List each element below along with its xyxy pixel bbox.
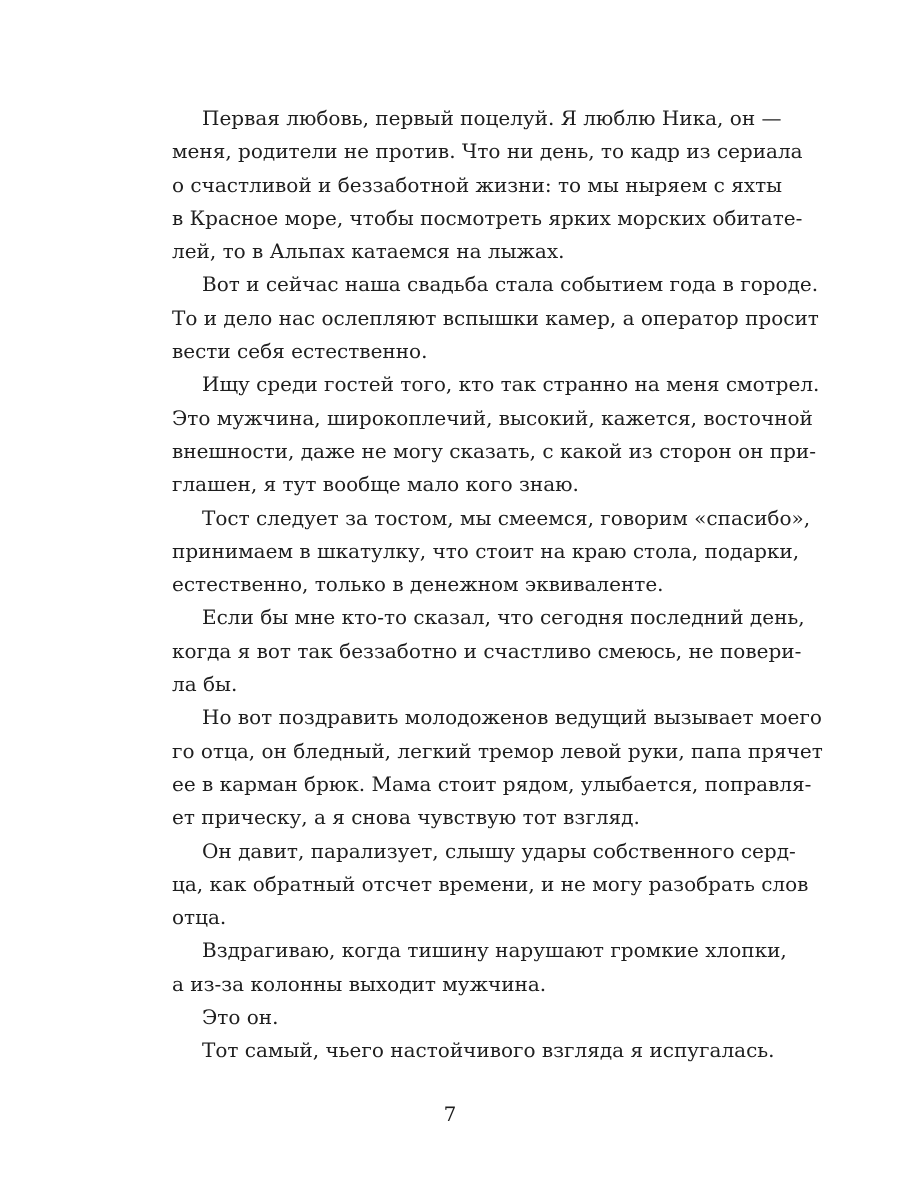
paragraph — [142, 835, 809, 935]
text-line: принимаем в шкатулку, что стоит на краю стола, подарки, — [172, 538, 800, 563]
text-line: естественно, только в денежном эквиваленте. — [172, 572, 664, 597]
text-line: Вот и сейчас наша свадьба стала событием года в городе. — [202, 272, 819, 297]
text-line: ца, как обратный отсчет времени, и не могу разобрать слов — [172, 871, 809, 896]
text-line: отца. — [172, 905, 227, 930]
text-line: Если бы мне кто-то сказал, что сегодня последний день, — [202, 605, 805, 630]
paragraph — [142, 268, 819, 368]
text-line: внешности, даже не могу сказать, с какой из сторон он при- — [172, 438, 816, 463]
text-line: То и дело нас ослепляют вспышки камер, а оператор просит — [172, 305, 819, 330]
text-line: о счастливой и беззаботной жизни: то мы ныряем с яхты — [172, 172, 783, 197]
paragraph — [142, 1034, 775, 1067]
text-line: Ищу среди гостей того, кто так странно на меня смотрел. — [202, 372, 820, 397]
text-line: Первая любовь, первый поцелуй. Я люблю Ника, он — — [202, 106, 782, 130]
text-line: глашен, я тут вообще мало кого знаю. — [172, 472, 579, 497]
text-line: Но вот поздравить молодоженов ведущий вызывает моего — [202, 705, 822, 730]
paragraph — [142, 1001, 758, 1034]
text-line: Вздрагиваю, когда тишину нарушают громкие хлопки, — [202, 938, 787, 963]
text-line: го отца, он бледный, легкий тремор левой руки, папа прячет — [172, 738, 823, 763]
text-line: ет прическу, а я снова чувствую тот взгляд. — [172, 805, 640, 830]
paragraph — [142, 601, 805, 701]
text-line: когда я вот так беззаботно и счастливо смеюсь, не повери- — [172, 638, 802, 663]
text-line: лей, то в Альпах катаемся на лыжах. — [172, 239, 565, 264]
text-line: меня, родители не против. Что ни день, то кадр из сериала — [172, 139, 803, 164]
text-line: Тост следует за тостом, мы смеемся, говорим «спасибо», — [202, 505, 811, 530]
text-line: ла бы. — [172, 672, 238, 697]
text-line: ее в карман брюк. Мама стоит рядом, улыбается, поправля- — [172, 771, 812, 796]
text-line: в Красное море, чтобы посмотреть ярких морских обитате- — [172, 205, 803, 230]
text-line: а из-за колонны выходит мужчина. — [172, 971, 547, 996]
paragraph — [142, 502, 811, 602]
text-line: вести себя естественно. — [172, 339, 428, 364]
page-number: 7 — [443, 1102, 457, 1126]
text-line: Это он. — [202, 1005, 279, 1030]
paragraph — [142, 934, 787, 1001]
paragraph — [142, 701, 823, 834]
text-line: Это мужчина, широкоплечий, высокий, кажется, восточной — [172, 405, 813, 430]
text-line: Тот самый, чьего настойчивого взгляда я испугалась. — [202, 1038, 775, 1063]
paragraph — [142, 102, 803, 268]
book-page-text — [142, 102, 823, 1068]
text-line: Он давит, парализует, слышу удары собственного серд- — [202, 838, 796, 863]
paragraph — [142, 368, 820, 501]
